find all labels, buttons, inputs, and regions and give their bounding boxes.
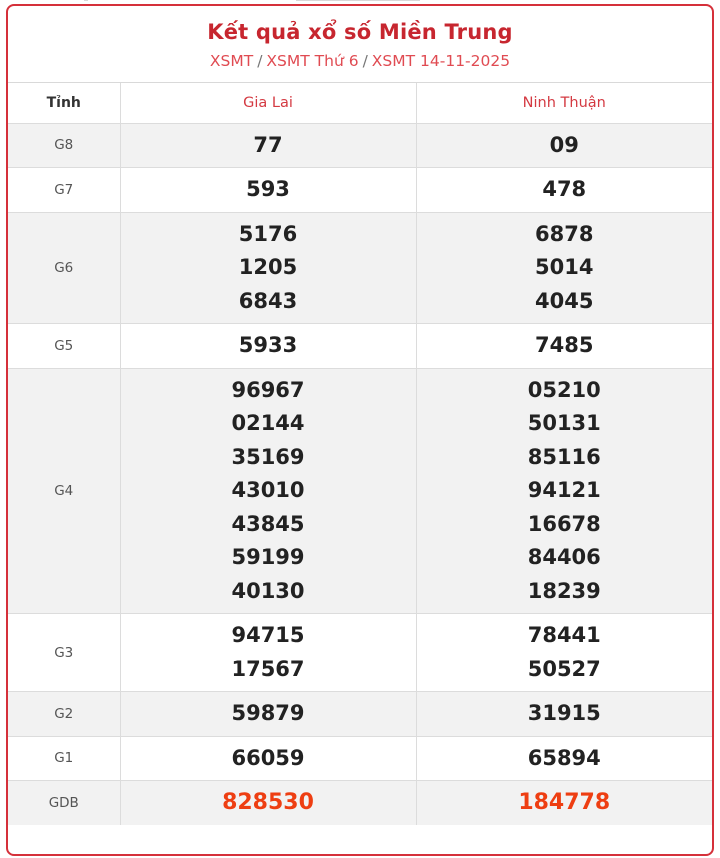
prize-label: GDB — [8, 781, 120, 825]
prize-label: G5 — [8, 324, 120, 369]
results-body — [8, 123, 712, 825]
result-number: 828530 — [222, 790, 314, 815]
result-cell — [120, 212, 416, 324]
result-cell — [416, 368, 712, 614]
result-number: 18239 — [527, 578, 601, 603]
result-number: 50527 — [527, 656, 601, 681]
result-cell — [120, 324, 416, 369]
result-number: 43010 — [231, 478, 305, 502]
result-number: 09 — [549, 132, 579, 157]
result-number: 4045 — [535, 288, 594, 313]
results-table — [8, 83, 712, 825]
result-cell — [120, 368, 416, 614]
result-number: 1205 — [238, 255, 298, 279]
result-number: 16678 — [527, 511, 601, 536]
result-number: 77 — [253, 132, 283, 157]
result-number: 94121 — [527, 478, 601, 502]
result-number: 84406 — [527, 545, 601, 569]
result-number: 65894 — [527, 745, 601, 770]
result-number: 59199 — [231, 545, 305, 569]
result-number: 66059 — [231, 745, 305, 770]
results-card — [6, 4, 714, 856]
result-cell — [416, 614, 712, 692]
result-number: 94715 — [231, 623, 305, 647]
result-number: 7485 — [535, 333, 594, 357]
breadcrumb — [8, 52, 712, 70]
result-number: 593 — [246, 177, 290, 201]
result-cell — [416, 692, 712, 737]
result-cell — [416, 736, 712, 781]
prize-row-gdb — [8, 781, 712, 825]
result-number: 50131 — [527, 411, 601, 435]
result-cell — [120, 692, 416, 737]
province-gia-lai[interactable]: Gia Lai — [120, 83, 416, 123]
result-number: 17567 — [231, 656, 305, 681]
result-cell — [416, 324, 712, 369]
province-ninh-thuan[interactable]: Ninh Thuận — [416, 83, 712, 123]
result-number: 02144 — [231, 411, 305, 435]
result-number: 5176 — [238, 221, 298, 246]
prize-row-g1 — [8, 736, 712, 781]
page-title: Kết quả xổ số Miền Trung — [207, 20, 513, 44]
result-cell — [120, 614, 416, 692]
result-cell — [120, 736, 416, 781]
prize-row-g2 — [8, 692, 712, 737]
result-cell — [416, 781, 712, 825]
result-cell — [120, 781, 416, 825]
prize-row-g5 — [8, 324, 712, 369]
breadcrumb-link-xsmt-date[interactable]: XSMT 14-11-2025 — [371, 52, 511, 70]
result-number: 05210 — [527, 377, 601, 402]
result-cell — [120, 123, 416, 168]
result-number: 5014 — [535, 255, 594, 279]
prize-label: G3 — [8, 614, 120, 692]
result-number: 40130 — [231, 578, 305, 603]
prize-row-g4 — [8, 368, 712, 614]
prize-row-g7 — [8, 168, 712, 213]
prize-label: G4 — [8, 368, 120, 614]
prize-label: G7 — [8, 168, 120, 213]
result-number: 6843 — [238, 288, 298, 313]
result-number: 6878 — [535, 221, 594, 246]
result-number: 31915 — [527, 701, 601, 725]
result-number: 35169 — [231, 444, 305, 469]
prize-row-g8 — [8, 123, 712, 168]
result-cell — [120, 168, 416, 213]
result-number: 478 — [542, 177, 587, 201]
result-number: 59879 — [231, 701, 305, 725]
breadcrumb-link-xsmt[interactable]: XSMT — [209, 52, 254, 70]
result-number: 43845 — [231, 511, 305, 536]
breadcrumb-separator: / — [257, 52, 263, 70]
breadcrumb-link-xsmt-friday[interactable]: XSMT Thứ 6 — [266, 52, 359, 70]
result-number: 78441 — [527, 623, 601, 647]
result-cell — [416, 168, 712, 213]
result-number: 85116 — [527, 444, 601, 469]
prize-row-g6 — [8, 212, 712, 324]
province-column-label: Tỉnh — [8, 83, 120, 123]
result-number: 96967 — [231, 377, 305, 402]
prize-label: G2 — [8, 692, 120, 737]
breadcrumb-separator: / — [362, 52, 368, 70]
prize-row-g3 — [8, 614, 712, 692]
prize-label: G1 — [8, 736, 120, 781]
result-cell — [416, 212, 712, 324]
result-number: 184778 — [518, 790, 611, 815]
prize-label: G6 — [8, 212, 120, 324]
results-header — [8, 6, 712, 83]
result-cell — [416, 123, 712, 168]
prize-label: G8 — [8, 123, 120, 168]
result-number: 5933 — [238, 333, 298, 357]
table-header-row — [8, 83, 712, 123]
